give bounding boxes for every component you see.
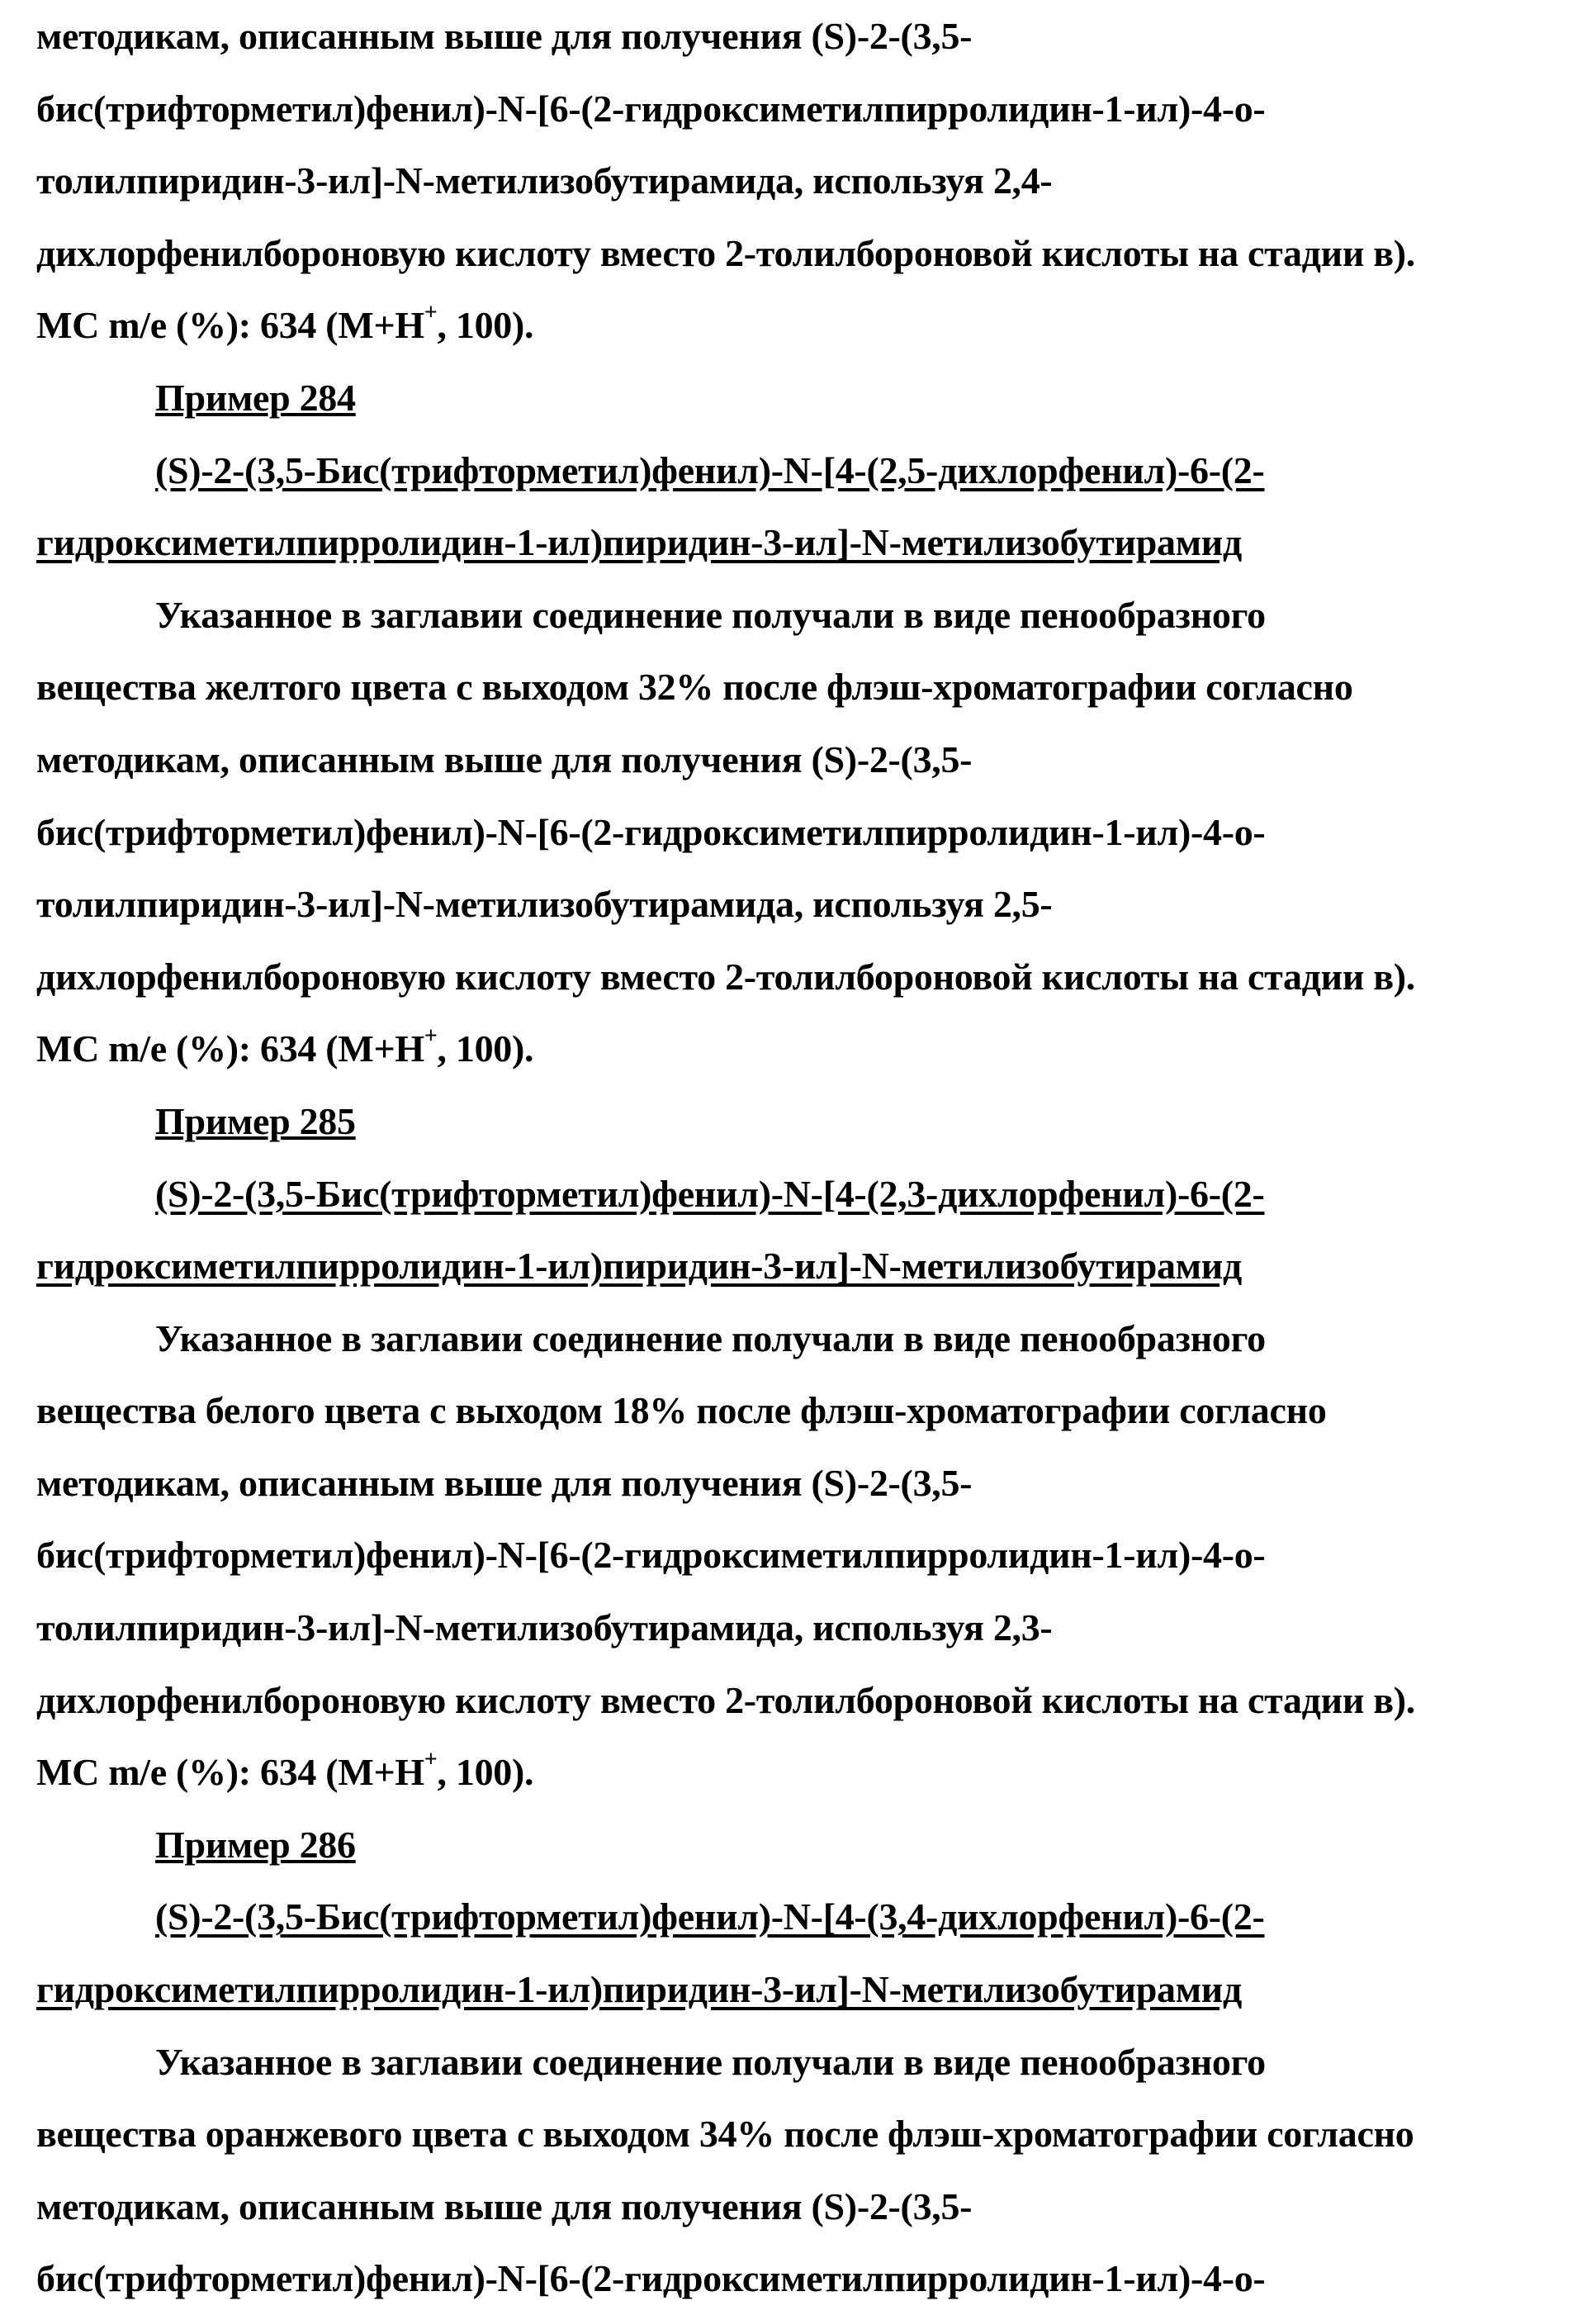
compound-name-heading (36, 434, 1579, 579)
mass-spec-line (36, 1736, 1579, 1809)
paragraph-line: бис(трифторметил)фенил)-N-[6-(2-гидроксиметилпирролидин-1-ил)-4-о- (36, 73, 1579, 145)
mass-spec-line (36, 289, 1579, 362)
example-title (36, 1809, 1579, 1881)
paragraph-line: методикам, описанным выше для получения (S)-2-(3,5- (36, 2170, 1579, 2243)
paragraph-line: вещества белого цвета с выходом 18% после флэш-хроматографии согласно (36, 1374, 1579, 1447)
paragraph-line: Указанное в заглавии соединение получали в виде пенообразного (36, 1302, 1579, 1375)
paragraph-line: вещества оранжевого цвета с выходом 34% после флэш-хроматографии согласно (36, 2098, 1579, 2170)
compound-name-heading (36, 1881, 1579, 2025)
example-title (36, 1085, 1579, 1158)
paragraph-line: методикам, описанным выше для получения (S)-2-(3,5- (36, 1447, 1579, 1520)
example-title (36, 362, 1579, 434)
example-title-text: Пример 286 (155, 1824, 356, 1866)
mass-spec-suffix: , 100). (438, 304, 534, 346)
mass-spec-text: МС m/e (%): 634 (М+Н (36, 1751, 424, 1793)
example-title-text: Пример 285 (155, 1100, 356, 1142)
compound-name-line: гидроксиметилпирролидин-1-ил)пиридин-3-ил]-N-метилизобутирамид (36, 1230, 1579, 1302)
paragraph-line: толилпиридин-3-ил]-N-метилизобутирамида, используя 2,5- (36, 868, 1579, 941)
paragraph-line: толилпиридин-3-ил]-N-метилизобутирамида, используя 2,3- (36, 1592, 1579, 1664)
mass-spec-line (36, 1013, 1579, 1085)
paragraph-line: Указанное в заглавии соединение получали в виде пенообразного (36, 579, 1579, 652)
paragraph-line: дихлорфенилбороновую кислоту вместо 2-толилбороновой кислоты на стадии в). (36, 941, 1579, 1013)
paragraph-line: дихлорфенилбороновую кислоту вместо 2-толилбороновой кислоты на стадии в). (36, 217, 1579, 290)
compound-name-line: (S)-2-(3,5-Бис(трифторметил)фенил)-N-[4-(3,4-дихлорфенил)-6-(2- (36, 1881, 1579, 1953)
paragraph-line: методикам, описанным выше для получения (S)-2-(3,5- (36, 0, 1579, 73)
compound-name-line: (S)-2-(3,5-Бис(трифторметил)фенил)-N-[4-(2,5-дихлорфенил)-6-(2- (36, 434, 1579, 507)
compound-name-line: (S)-2-(3,5-Бис(трифторметил)фенил)-N-[4-(2,3-дихлорфенил)-6-(2- (36, 1158, 1579, 1231)
mass-spec-text: МС m/e (%): 634 (М+Н (36, 1027, 424, 1070)
mass-spec-suffix: , 100). (438, 1751, 534, 1793)
mass-spec-text: МС m/e (%): 634 (М+Н (36, 304, 424, 346)
paragraph-line: Указанное в заглавии соединение получали в виде пенообразного (36, 2026, 1579, 2099)
mass-spec-charge: + (424, 300, 438, 325)
compound-name-line: гидроксиметилпирролидин-1-ил)пиридин-3-ил]-N-метилизобутирамид (36, 1953, 1579, 2026)
paragraph-line: вещества желтого цвета с выходом 32% после флэш-хроматографии согласно (36, 651, 1579, 723)
compound-name-heading (36, 1158, 1579, 1302)
document-page (36, 0, 1579, 2315)
mass-spec-charge: + (424, 1747, 438, 1772)
example-title-text: Пример 284 (155, 377, 356, 419)
paragraph-line: толилпиридин-3-ил]-N-метилизобутирамида, используя 2,4- (36, 145, 1579, 217)
paragraph-line: дихлорфенилбороновую кислоту вместо 2-толилбороновой кислоты на стадии в). (36, 1664, 1579, 1737)
mass-spec-suffix: , 100). (438, 1027, 534, 1070)
paragraph-line: методикам, описанным выше для получения (S)-2-(3,5- (36, 723, 1579, 796)
paragraph-line: бис(трифторметил)фенил)-N-[6-(2-гидроксиметилпирролидин-1-ил)-4-о- (36, 796, 1579, 869)
mass-spec-charge: + (424, 1023, 438, 1049)
paragraph-line: бис(трифторметил)фенил)-N-[6-(2-гидроксиметилпирролидин-1-ил)-4-о- (36, 1519, 1579, 1592)
compound-name-line: гидроксиметилпирролидин-1-ил)пиридин-3-ил]-N-метилизобутирамид (36, 506, 1579, 579)
paragraph-line: бис(трифторметил)фенил)-N-[6-(2-гидроксиметилпирролидин-1-ил)-4-о- (36, 2242, 1579, 2315)
